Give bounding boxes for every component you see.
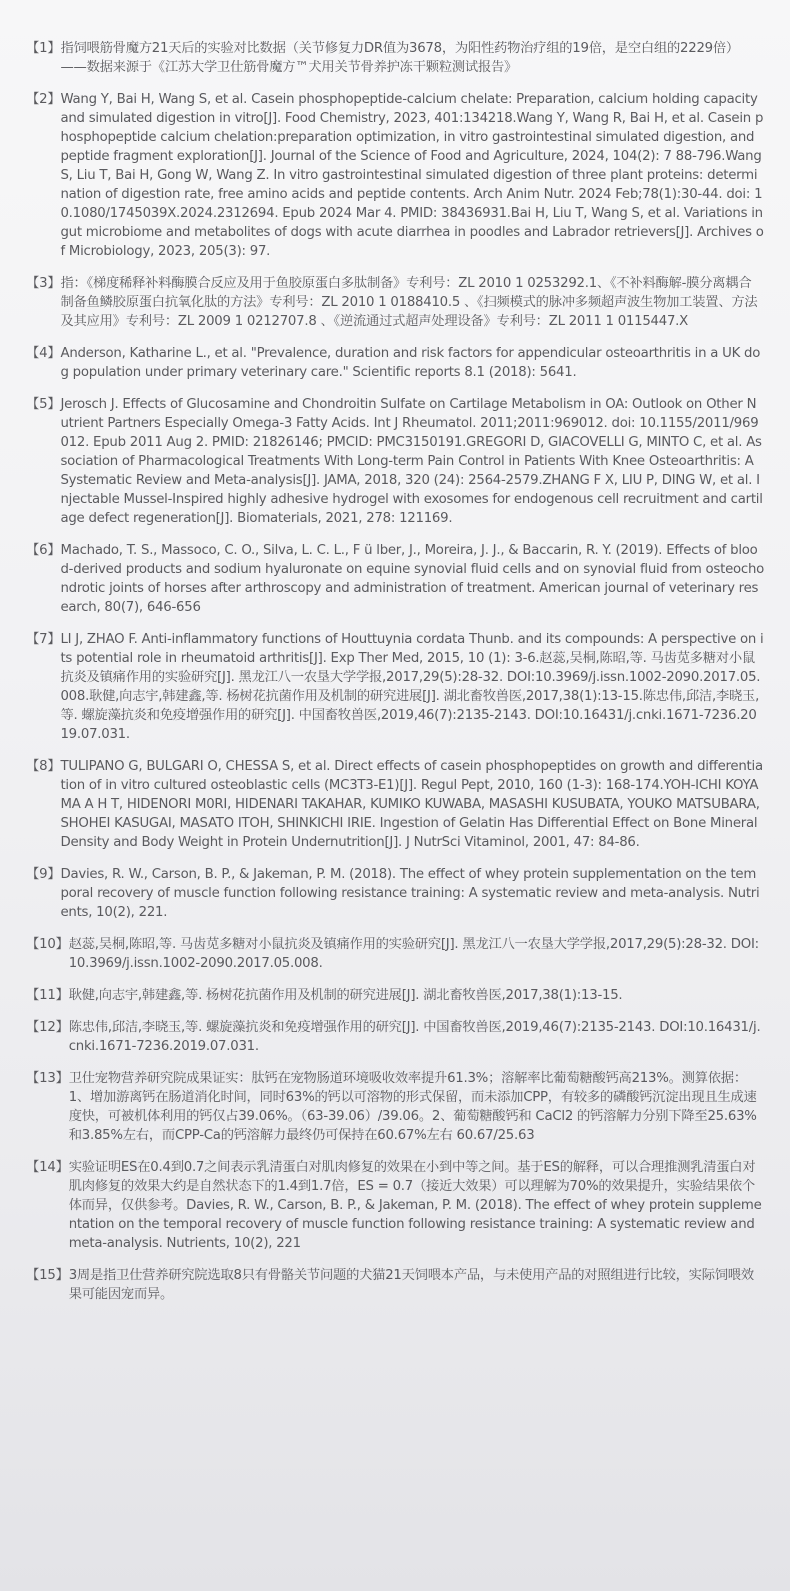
- reference-number: 【11】: [26, 988, 69, 1003]
- reference-item-15: [26, 1266, 764, 1304]
- reference-item-3: [26, 274, 764, 331]
- reference-text: TULIPANO G, BULGARI O, CHESSA S, et al. Direct effects of casein phosphopeptides on growth and differentiation of in vitro cultured osteoblastic cells (MC3T3-E1)[J]. Regul Pept, 2010, 160 (1-3): 168-174.YOH-ICHI KOYAMA A H T, HIDENORI M0RI, HIDENARI TAKAHAR, KUMIKO KUWABA, MASASHI KUSUBATA, YOUKO MATSUBARA, SHOHEI KASUGAI, MASATO ITOH, SHINKICHI IRIE. Ingestion of Gelatin Has Differential Effect on Bone Mineral Density and Body Weight in Protein Undernutrition[J]. J NutrSci Vitaminol, 2001, 47: 84-86.: [60, 759, 763, 850]
- reference-number: 【3】: [26, 276, 61, 291]
- reference-item-12: [26, 1018, 764, 1056]
- reference-item-7: [26, 630, 764, 744]
- reference-text: Jerosch J. Effects of Glucosamine and Chondroitin Sulfate on Cartilage Metabolism in OA: Outlook on Other Nutrient Partners Especially Omega-3 Fatty Acids. Int J Rheumatol. 2011;2011:969012. doi: 10.1155/2011/969012. Epub 2011 Aug 2. PMID: 21826146; PMCID: PMC3150191.GREGORI D, GIACOVELLI G, MINTO C, et al. Association of Pharmacological Treatments With Long-term Pain Control in Patients With Knee Osteoarthritis: A Systematic Review and Meta-analysis[J]. JAMA, 2018, 320 (24): 2564-2579.ZHANG F X, LIU P, DING W, et al. Injectable Mussel-Inspired highly adhesive hydrogel with exosomes for endogenous cell recruitment and cartilage defect regeneration[J]. Biomaterials, 2021, 278: 121169.: [60, 397, 763, 526]
- reference-text: Anderson, Katharine L., et al. "Prevalence, duration and risk factors for appendicular osteoarthritis in a UK dog population under primary veterinary care." Scientific reports 8.1 (2018): 5641.: [60, 346, 761, 380]
- reference-text: 耿健,向志宇,韩建鑫,等. 杨树花抗菌作用及机制的研究进展[J]. 湖北畜牧兽医,2017,38(1):13-15.: [68, 988, 623, 1003]
- reference-text: 指：《梯度稀释补料酶膜合反应及用于鱼胶原蛋白多肽制备》专利号：ZL 2010 1 0253292.1、《不补料酶解-膜分离耦合制备鱼鳞胶原蛋白抗氧化肽的方法》专利号：ZL 2010 1 0188410.5 、《扫频模式的脉冲多频超声波生物加工装置、方法及其应用》专利号：ZL 2009 1 0212707.8 、《逆流通过式超声处理设备》专利号：ZL 2011 1 0115447.X: [60, 276, 758, 329]
- reference-text: 卫仕宠物营养研究院成果证实：肽钙在宠物肠道环境吸收效率提升61.3%；溶解率比葡萄糖酸钙高213%。测算依据：1、增加游离钙在肠道消化时间，同时63%的钙以可溶物的形式保留，而未添加CPP，有较多的磷酸钙沉淀出现且生成速度快，可被机体利用的钙仅占39.06%。（63-39.06）/39.06。2、葡萄糖酸钙和 CaCl2 的钙溶解力分别下降至25.63%和3.85%左右，而CPP-Ca的钙溶解力最终仍可保持在60.67%左右 60.67/25.63: [68, 1071, 757, 1143]
- reference-item-5: [26, 395, 764, 528]
- reference-item-8: [26, 757, 764, 852]
- reference-item-13: [26, 1069, 764, 1145]
- reference-text: 陈忠伟,邱洁,李晓玉,等. 螺旋藻抗炎和免疫增强作用的研究[J]. 中国畜牧兽医,2019,46(7):2135-2143. DOI:10.16431/j.cnki.1671-7236.2019.07.031.: [68, 1020, 761, 1054]
- reference-number: 【1】: [26, 41, 61, 56]
- reference-text: 指饲喂筋骨魔方21天后的实验对比数据（关节修复力DR值为3678，为阳性药物治疗组的19倍，是空白组的2229倍）——数据来源于《江苏大学卫仕筋骨魔方™犬用关节骨养护冻干颗粒测试报告》: [60, 41, 739, 75]
- reference-number: 【2】: [26, 92, 61, 107]
- reference-item-9: [26, 865, 764, 922]
- reference-number: 【12】: [26, 1020, 69, 1035]
- reference-text: Davies, R. W., Carson, B. P., & Jakeman, P. M. (2018). The effect of whey protein supplementation on the temporal recovery of muscle function following resistance training: A systematic review and meta-analysis. Nutrients, 10(2), 221.: [60, 867, 760, 920]
- reference-text: Wang Y, Bai H, Wang S, et al. Casein phosphopeptide-calcium chelate: Preparation, calcium holding capacity and simulated digestion in vitro[J]. Food Chemistry, 2023, 401:134218.Wang Y, Wang R, Bai H, et al. Casein phosphopeptide calcium chelation:preparation optimization, in vitro gastrointestinal simulated digestion, and peptide fragment exploration[J]. Journal of the Science of Food and Agriculture, 2024, 104(2): 7 88-796.Wang S, Liu T, Bai H, Gong W, Wang Z. In vitro gastrointestinal simulated digestion of three plant proteins: determination of digestion rate, free amino acids and peptide contents. Arch Anim Nutr. 2024 Feb;78(1):30-44. doi: 10.1080/1745039X.2024.2312694. Epub 2024 Mar 4. PMID: 38436931.Bai H, Liu T, Wang S, et al. Variations in gut microbiome and metabolites of dogs with acute diarrhea in poodles and Labrador retrievers[J]. Archives of Microbiology, 2023, 205(3): 97.: [60, 92, 764, 259]
- reference-number: 【15】: [26, 1268, 69, 1283]
- reference-item-14: [26, 1158, 764, 1253]
- reference-number: 【14】: [26, 1160, 69, 1175]
- reference-item-6: [26, 541, 764, 617]
- reference-number: 【10】: [26, 937, 69, 952]
- reference-number: 【6】: [26, 543, 61, 558]
- reference-text: Machado, T. S., Massoco, C. O., Silva, L. C. L., F ü lber, J., Moreira, J. J., & Baccarin, R. Y. (2019). Effects of blood-derived products and sodium hyaluronate on equine synovial fluid cells and on synovial fluid from osteochondrotic joints of horses after arthroscopy and administration of treatment. American journal of veterinary research, 80(7), 646-656: [60, 543, 765, 615]
- reference-number: 【4】: [26, 346, 61, 361]
- reference-number: 【13】: [26, 1071, 69, 1086]
- reference-number: 【5】: [26, 397, 61, 412]
- reference-number: 【8】: [26, 759, 61, 774]
- reference-text: 实验证明ES在0.4到0.7之间表示乳清蛋白对肌肉修复的效果在小到中等之间。基于ES的解释，可以合理推测乳清蛋白对肌肉修复的效果大约是自然状态下的1.4到1.7倍，ES = 0.7（接近大效果）可以理解为70%的效果提升，实验结果依个体而异，仅供参考。Davies, R. W., Carson, B. P., & Jakeman, P. M. (2018). The effect of whey protein supplementation on the temporal recovery of muscle function following resistance training: A systematic review and meta-analysis. Nutrients, 10(2), 221: [68, 1160, 762, 1251]
- reference-item-1: [26, 39, 764, 77]
- reference-item-2: [26, 90, 764, 261]
- reference-number: 【7】: [26, 632, 61, 647]
- reference-item-10: [26, 935, 764, 973]
- reference-item-4: [26, 344, 764, 382]
- reference-text: 3周是指卫仕营养研究院选取8只有骨骼关节问题的犬猫21天饲喂本产品，与未使用产品的对照组进行比较，实际饲喂效果可能因宠而异。: [68, 1268, 754, 1302]
- reference-number: 【9】: [26, 867, 61, 882]
- reference-text: 赵蕊,吴桐,陈昭,等. 马齿苋多糖对小鼠抗炎及镇痛作用的实验研究[J]. 黑龙江八一农垦大学学报,2017,29(5):28-32. DOI:10.3969/j.issn.1002-2090.2017.05.008.: [68, 937, 759, 971]
- reference-item-11: [26, 986, 764, 1005]
- reference-text: LI J, ZHAO F. Anti-inflammatory functions of Houttuynia cordata Thunb. and its compounds: A perspective on its potential role in rheumatoid arthritis[J]. Exp Ther Med, 2015, 10 (1): 3-6.赵蕊,吴桐,陈昭,等. 马齿苋多糖对小鼠抗炎及镇痛作用的实验研究[J]. 黑龙江八一农垦大学学报,2017,29(5):28-32. DOI:10.3969/j.issn.1002-2090.2017.05.008.耿健,向志宇,韩建鑫,等. 杨树花抗菌作用及机制的研究进展[J]. 湖北畜牧兽医,2017,38(1):13-15.陈忠伟,邱洁,李晓玉,等. 螺旋藻抗炎和免疫增强作用的研究[J]. 中国畜牧兽医,2019,46(7):2135-2143. DOI:10.16431/j.cnki.1671-7236.2019.07.031.: [60, 632, 764, 742]
